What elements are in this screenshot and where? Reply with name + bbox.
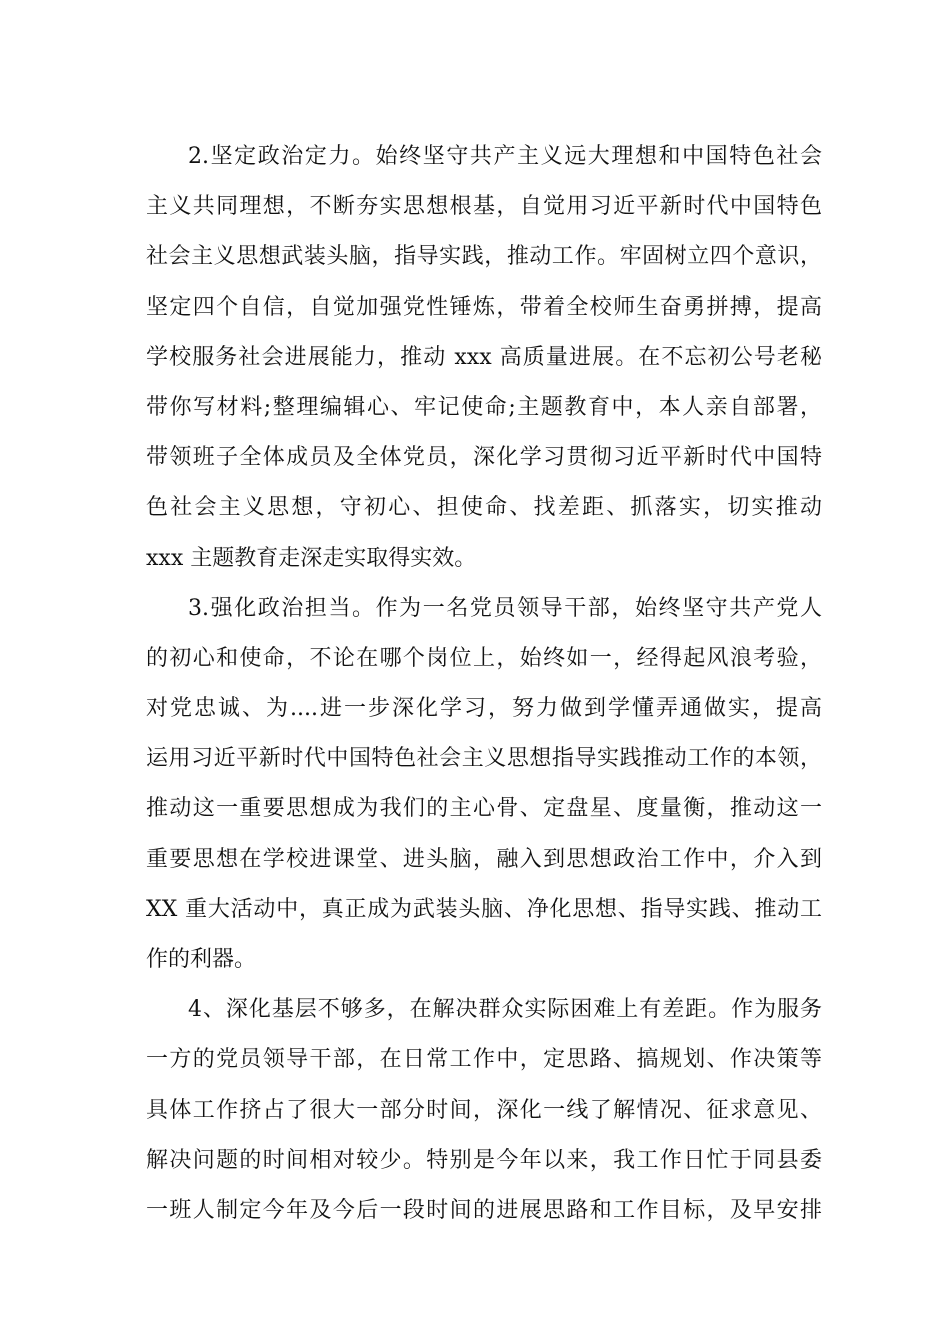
- text-line: 学校服务社会进展能力，推动 xxx 高质量进展。在不忘初公号老秘: [146, 344, 822, 370]
- text-line: 一班人制定今年及今后一段时间的进展思路和工作目标，及早安排: [146, 1197, 822, 1223]
- text-line: 4、深化基层不够多，在解决群众实际困难上有差距。作为服务: [188, 997, 822, 1023]
- text-line: 对党忠诚、为....进一步深化学习，努力做到学懂弄通做实，提高: [146, 696, 822, 722]
- text-line: 解决问题的时间相对较少。特别是今年以来，我工作日忙于同县委: [146, 1147, 822, 1173]
- text-line: 一方的党员领导干部，在日常工作中，定思路、搞规划、作决策等: [146, 1047, 822, 1073]
- text-line: xxx 主题教育走深走实取得实效。: [146, 545, 477, 571]
- text-line: 带你写材料;整理编辑心、牢记使命;主题教育中，本人亲自部署，: [146, 394, 822, 420]
- text-line: 推动这一重要思想成为我们的主心骨、定盘星、度量衡，推动这一: [146, 796, 822, 822]
- text-line: 3.强化政治担当。作为一名党员领导干部，始终坚守共产党人: [188, 595, 822, 621]
- text-line: 2.坚定政治定力。始终坚守共产主义远大理想和中国特色社会: [188, 144, 822, 169]
- paragraph-4: [146, 985, 822, 1236]
- text-line: 运用习近平新时代中国特色社会主义思想指导实践推动工作的本领，: [146, 746, 822, 772]
- text-line: 带领班子全体成员及全体党员，深化学习贯彻习近平新时代中国特: [146, 445, 822, 471]
- paragraph-2: [146, 132, 822, 584]
- text-line: 的初心和使命，不论在哪个岗位上，始终如一，经得起风浪考验，: [146, 645, 822, 671]
- text-line: 具体工作挤占了很大一部分时间，深化一线了解情况、征求意见、: [146, 1097, 822, 1123]
- document-body: [146, 132, 822, 1236]
- text-line: 主义共同理想，不断夯实思想根基，自觉用习近平新时代中国特色: [146, 194, 822, 220]
- text-line: 作的利器。: [146, 947, 257, 972]
- text-line: 社会主义思想武装头脑，指导实践，推动工作。牢固树立四个意识，: [146, 244, 822, 270]
- text-line: 重要思想在学校进课堂、进头脑，融入到思想政治工作中，介入到: [146, 846, 822, 872]
- paragraph-3: [146, 584, 822, 986]
- text-line: 坚定四个自信，自觉加强党性锤炼，带着全校师生奋勇拼搏，提高: [146, 294, 822, 320]
- text-line: XX 重大活动中，真正成为武装头脑、净化思想、指导实践、推动工: [146, 896, 822, 922]
- text-line: 色社会主义思想，守初心、担使命、找差距、抓落实，切实推动: [146, 495, 822, 521]
